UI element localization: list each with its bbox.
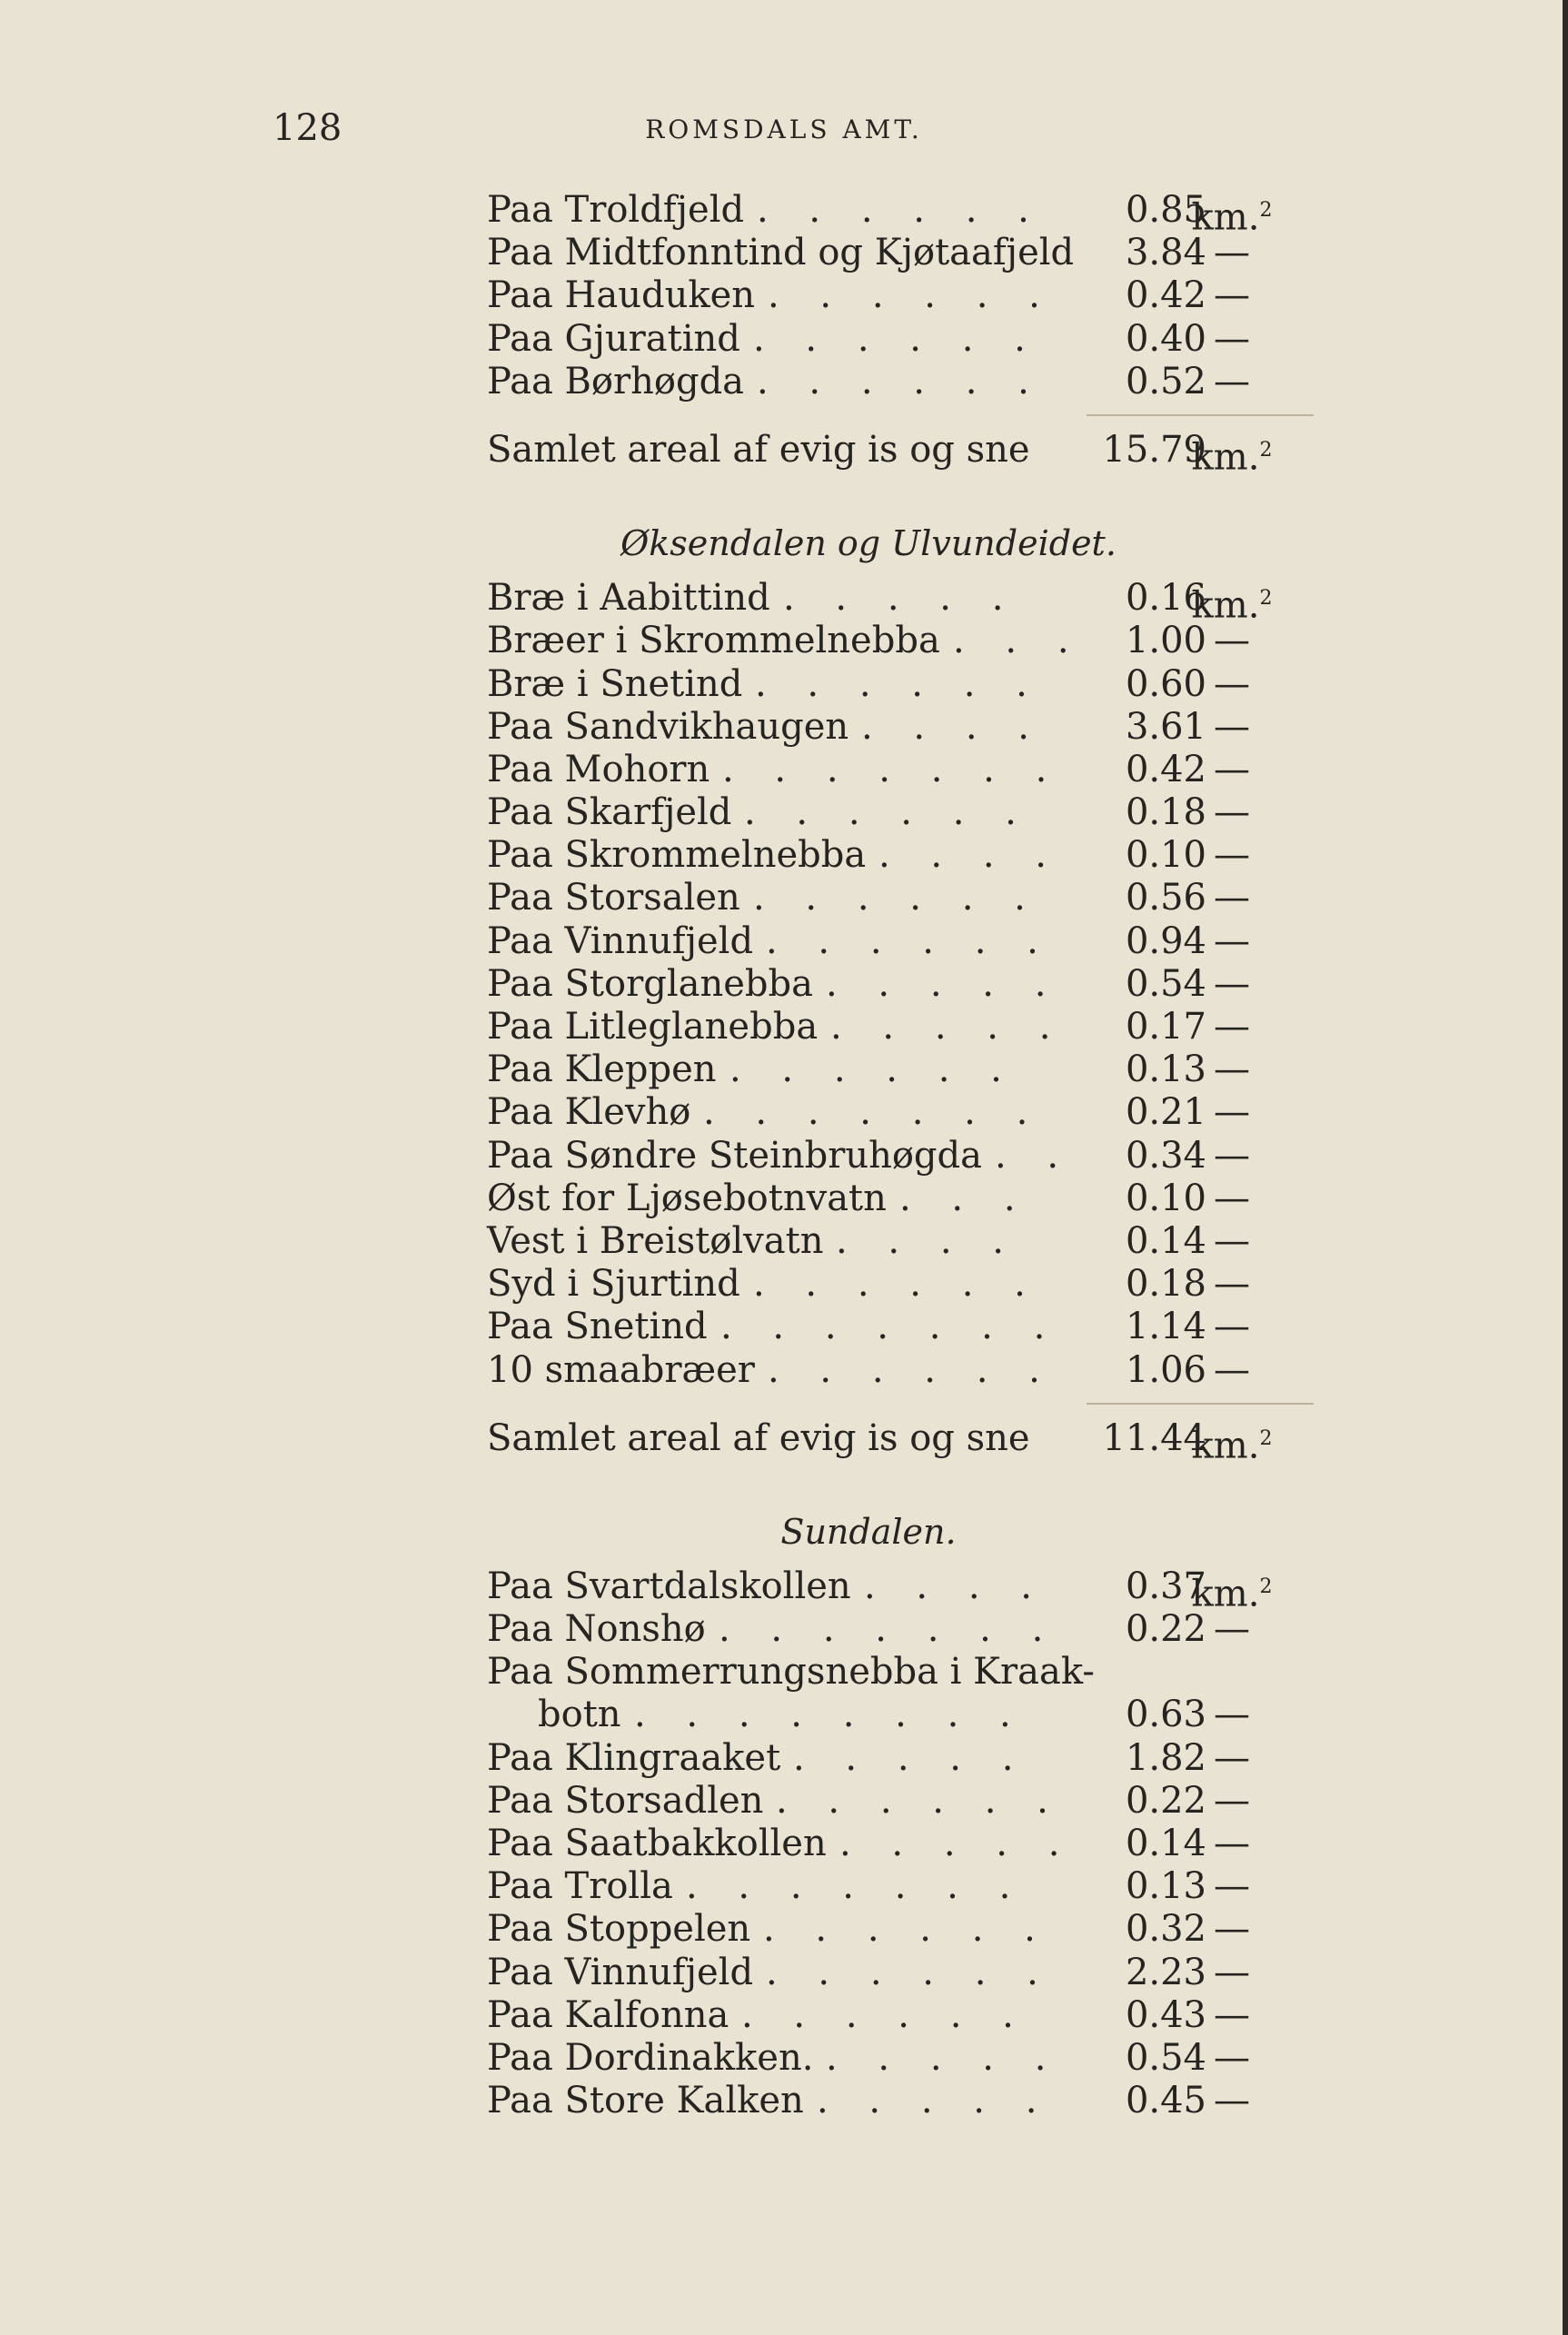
unit-superscript: 2 [1259, 199, 1273, 222]
entry-area-value: 15.79 [1102, 428, 1206, 471]
entry-name: Paa Storsadlen [487, 1779, 764, 1822]
entry-unit [1191, 963, 1273, 1006]
page-edge [1563, 0, 1568, 2335]
entry-area-value: 0.56 [1125, 877, 1206, 919]
leader-dots: . . . . [861, 705, 1045, 748]
unit-superscript: 2 [1259, 1575, 1273, 1598]
unit-text: — [1214, 1736, 1250, 1779]
entry-name: Bræ i Aabittind [487, 577, 770, 620]
entry-unit [1191, 1177, 1273, 1220]
sections.1.rows.12-row [487, 1091, 1305, 1134]
leader-dots: . . . . . [826, 962, 1061, 1005]
entry-area-value: 1.14 [1125, 1306, 1206, 1348]
entry-area-value: 0.37 [1125, 1565, 1206, 1607]
leader-dots: . . . . . . . [703, 1091, 1043, 1134]
entry-unit [1191, 1823, 1273, 1865]
unit-superscript: 2 [1259, 1426, 1273, 1450]
entry-unit [1191, 1694, 1273, 1736]
entry-name: Paa Søndre Steinbruhøgda [487, 1134, 982, 1177]
entry-name: Vest i Breistølvatn [487, 1219, 824, 1262]
entry-name: Paa Klingraaket [487, 1736, 781, 1779]
leader-dots: . . . . . . [729, 1048, 1017, 1091]
entry-area-value: 0.21 [1125, 1091, 1206, 1134]
section-gap [487, 472, 1305, 510]
sections.1.rows.14-row [487, 1177, 1305, 1220]
unit-text: — [1214, 1823, 1250, 1864]
entry-area-value: 0.18 [1125, 1263, 1206, 1306]
leader-dots: . . . . . . [744, 791, 1031, 834]
unit-text: — [1214, 620, 1250, 662]
unit-text: — [1214, 360, 1250, 402]
sections.1.rows.18-row [487, 1349, 1305, 1392]
unit-text: — [1214, 1006, 1250, 1048]
unit-text: — [1214, 1263, 1250, 1306]
entry-name: Paa Store Kalken [487, 2080, 804, 2122]
unit-text: km. [1191, 584, 1260, 627]
leader-dots: . . . . . . . [722, 748, 1062, 790]
entry-unit [1191, 1865, 1273, 1908]
entry-area-value: 3.84 [1125, 232, 1206, 274]
entry-name: Paa Klevhø [487, 1091, 691, 1134]
leader-dots: . . . . . [793, 1736, 1028, 1779]
sum-rule [1087, 414, 1314, 416]
sections.0.rows.2-row [487, 274, 1305, 317]
sections.1.rows.11-row [487, 1048, 1305, 1091]
entry-name: 10 smaabræer [487, 1348, 755, 1391]
entry-unit [1191, 2037, 1273, 2080]
sections.1.rows.3-row [487, 706, 1305, 749]
glacier-area-table [487, 189, 1305, 2122]
section-heading: Øksendalen og Ulvundeidet. [620, 523, 1116, 564]
sections.2.rows.9-row [487, 1952, 1305, 1994]
entry-unit [1191, 1306, 1273, 1348]
entry-area-value: 0.16 [1125, 577, 1206, 620]
sections.1.rows.6-row [487, 834, 1305, 877]
sections.1.rows.10-row [487, 1006, 1305, 1048]
leader-dots: . . . . . . [757, 189, 1044, 231]
sections.1.rows.8-row [487, 920, 1305, 963]
entry-name: Øst for Ljøsebotnvatn [487, 1177, 887, 1219]
entry-area-value: 0.43 [1125, 1993, 1206, 2036]
entry-name: Paa Vinnufjeld [487, 919, 754, 962]
page-header [0, 107, 1568, 153]
entry-unit [1191, 318, 1273, 361]
unit-text: — [1214, 317, 1250, 360]
entry-unit [1191, 274, 1273, 317]
unit-text: — [1214, 1608, 1250, 1651]
sections.2.rows.8-row [487, 1908, 1305, 1951]
entry-unit [1191, 1417, 1273, 1467]
entry-name: Paa Vinnufjeld [487, 1951, 754, 1993]
entry-name: Paa Svartdalskollen [487, 1565, 851, 1607]
unit-text: km. [1191, 1573, 1260, 1615]
entry-name: Paa Skrommelnebba [487, 834, 867, 877]
unit-text: km. [1191, 196, 1260, 239]
entry-name: Paa Sandvikhaugen [487, 705, 849, 748]
unit-text: — [1214, 1134, 1250, 1177]
entry-unit [1191, 1220, 1273, 1263]
leader-dots: . . . . . . [753, 317, 1040, 360]
entry-unit [1191, 1780, 1273, 1823]
unit-text: — [1214, 1951, 1250, 1993]
leader-dots: . . . . . . [766, 1951, 1053, 1993]
entry-unit [1191, 1091, 1273, 1134]
unit-text: — [1214, 877, 1250, 919]
total-spacer [487, 1392, 1305, 1417]
sections.1.rows.2-row [487, 663, 1305, 706]
entry-name: Paa Skarfjeld [487, 791, 732, 834]
entry-area-value: 0.85 [1125, 189, 1206, 231]
entry-name: Paa Kalfonna [487, 1993, 729, 2036]
entry-unit [1191, 361, 1273, 403]
entry-name: Paa Kleppen [487, 1048, 717, 1091]
sections.1.rows.0-row [487, 577, 1305, 627]
entry-name: Samlet areal af evig is og sne [487, 428, 1030, 471]
unit-text: — [1214, 2080, 1250, 2122]
entry-area-value: 0.22 [1125, 1779, 1206, 1822]
entry-area-value: 1.82 [1125, 1736, 1206, 1779]
entry-unit [1191, 1048, 1273, 1091]
entry-name: Bræ i Snetind [487, 662, 743, 705]
sections.1.rows.1-row [487, 620, 1305, 662]
entry-area-value: 0.54 [1125, 2036, 1206, 2079]
entry-unit [1191, 1908, 1273, 1951]
sections.2.rows.1-row [487, 1608, 1305, 1651]
sections.0.rows.1-row [487, 232, 1305, 274]
entry-area-value: 0.63 [1125, 1694, 1206, 1736]
sections.2.rows.11-row [487, 2037, 1305, 2080]
entry-unit [1191, 1263, 1273, 1306]
entry-name: Paa Litleglanebba [487, 1006, 819, 1048]
sum-rule [1087, 1403, 1314, 1405]
unit-text: — [1214, 232, 1250, 274]
leader-dots: . . . . [864, 1565, 1047, 1607]
entry-name: Paa Snetind [487, 1306, 708, 1348]
unit-text: — [1214, 834, 1250, 877]
entry-unit [1191, 429, 1273, 479]
entry-name: Paa Hauduken [487, 274, 756, 317]
entry-name: Paa Sommerrungsnebba i Kraak- [487, 1651, 1095, 1694]
sections.1.rows.5-row [487, 791, 1305, 834]
entry-name: Paa Dordinakken. [487, 2036, 814, 2079]
unit-text: — [1214, 1219, 1250, 1262]
sections.1.rows.16-row [487, 1263, 1305, 1306]
leader-dots: . . . . . [839, 1823, 1075, 1864]
entry-unit [1191, 834, 1273, 877]
entry-name: Paa Midtfonntind og Kjøtaafjeld [487, 232, 1075, 274]
entry-area-value: 3.61 [1125, 705, 1206, 748]
unit-text: — [1214, 2036, 1250, 2079]
leader-dots: . . . [953, 620, 1084, 662]
entry-area-value: 1.00 [1125, 620, 1206, 662]
unit-text: — [1214, 791, 1250, 834]
entry-area-value: 1.06 [1125, 1348, 1206, 1391]
sections.1.rows.15-row [487, 1220, 1305, 1263]
total-row [487, 428, 1305, 479]
sections.1.rows.4-row [487, 749, 1305, 791]
entry-area-value: 0.42 [1125, 748, 1206, 790]
total-row [487, 1416, 1305, 1467]
sections.1.rows.7-row [487, 877, 1305, 919]
unit-text: — [1214, 919, 1250, 962]
entry-unit [1191, 1737, 1273, 1780]
sections.1.rows.13-row [487, 1135, 1305, 1177]
entry-area-value: 0.14 [1125, 1219, 1206, 1262]
entry-name: Paa Trolla [487, 1865, 673, 1908]
section-gap [487, 1460, 1305, 1498]
unit-text: — [1214, 1993, 1250, 2036]
entry-unit [1191, 1952, 1273, 1994]
sections.0.rows.0-row [487, 189, 1305, 239]
unit-text: — [1214, 1779, 1250, 1822]
unit-text: — [1214, 748, 1250, 790]
entry-name: Paa Stoppelen [487, 1908, 751, 1951]
leader-dots: . . . . . [826, 2036, 1061, 2079]
leader-dots: . . . . [878, 834, 1062, 877]
leader-dots: . . . . . [830, 1006, 1066, 1048]
entry-name: Paa Storsalen [487, 877, 740, 919]
unit-text: — [1214, 274, 1250, 317]
entry-unit [1191, 791, 1273, 834]
entry-area-value: 0.10 [1125, 1177, 1206, 1219]
entry-area-value: 0.13 [1125, 1048, 1206, 1091]
unit-text: — [1214, 1091, 1250, 1134]
entry-unit [1191, 1994, 1273, 2037]
unit-text: km. [1191, 436, 1260, 479]
entry-area-value: 0.60 [1125, 662, 1206, 705]
unit-text: — [1214, 1177, 1250, 1219]
entry-name: botn [538, 1694, 621, 1736]
sections.2.rows.12-row [487, 2080, 1305, 2122]
unit-text: — [1214, 1908, 1250, 1951]
section [487, 510, 1305, 1498]
entry-area-value: 0.40 [1125, 317, 1206, 360]
unit-text: — [1214, 1348, 1250, 1391]
entry-area-value: 0.32 [1125, 1908, 1206, 1951]
leader-dots: . . . . . . [757, 360, 1044, 402]
sections.2.rows.7-row [487, 1865, 1305, 1908]
unit-text: — [1214, 705, 1250, 748]
leader-dots: . . . . . . [753, 877, 1040, 919]
entry-area-value: 0.42 [1125, 274, 1206, 317]
leader-dots: . . . . . . [763, 1908, 1050, 1951]
entry-unit [1191, 232, 1273, 274]
unit-text: — [1214, 1865, 1250, 1908]
leader-dots: . . . . . . [776, 1779, 1063, 1822]
entry-unit [1191, 706, 1273, 749]
entry-name: Paa Nonshø [487, 1608, 706, 1651]
leader-dots: . . . . . . [755, 662, 1042, 705]
entry-name: Samlet areal af evig is og sne [487, 1416, 1030, 1459]
entry-name: Paa Børhøgda [487, 360, 745, 402]
entry-name: Bræer i Skrommelnebba [487, 620, 940, 662]
unit-superscript: 2 [1259, 587, 1273, 611]
section-heading: Sundalen. [780, 1511, 957, 1552]
entry-unit [1191, 920, 1273, 963]
leader-dots: . . . . . . . [686, 1865, 1026, 1908]
entry-area-value: 11.44 [1102, 1416, 1206, 1459]
sections.0.rows.3-row [487, 318, 1305, 361]
unit-text: — [1214, 1306, 1250, 1348]
page-number: 128 [273, 107, 342, 149]
entry-area-value: 0.14 [1125, 1823, 1206, 1864]
entry-unit [1191, 1135, 1273, 1177]
sections.1.rows.9-row [487, 963, 1305, 1006]
sections.2.rows.3-row [487, 1694, 1305, 1736]
sections.2.rows.10-row [487, 1994, 1305, 2037]
entry-unit [1191, 620, 1273, 662]
entry-name: Syd i Sjurtind [487, 1263, 740, 1306]
entry-name: Paa Gjuratind [487, 317, 740, 360]
entry-name: Paa Troldfjeld [487, 189, 745, 231]
unit-text: — [1214, 1694, 1250, 1736]
entry-name: Paa Saatbakkollen [487, 1823, 827, 1864]
leader-dots: . . . . . . [741, 1993, 1028, 2036]
entry-unit [1191, 749, 1273, 791]
entry-unit [1191, 663, 1273, 706]
entry-area-value: 0.52 [1125, 360, 1206, 402]
entry-area-value: 0.34 [1125, 1134, 1206, 1177]
entry-unit [1191, 877, 1273, 919]
entry-area-value: 0.18 [1125, 791, 1206, 834]
entry-area-value: 2.23 [1125, 1951, 1206, 1993]
sections.2.rows.6-row [487, 1823, 1305, 1865]
sections.2.rows.5-row [487, 1780, 1305, 1823]
sections.2.rows.2-row [487, 1651, 1305, 1694]
leader-dots: . . . . . . [768, 1348, 1055, 1391]
unit-text: — [1214, 1048, 1250, 1091]
entry-area-value: 0.45 [1125, 2080, 1206, 2122]
entry-unit [1191, 1608, 1273, 1651]
leader-dots: . . [995, 1134, 1074, 1177]
unit-superscript: 2 [1259, 438, 1273, 462]
leader-dots: . . . . . . [753, 1263, 1040, 1306]
entry-unit [1191, 1006, 1273, 1048]
leader-dots: . . . . [836, 1219, 1019, 1262]
leader-dots: . . . . . . [766, 919, 1053, 962]
total-spacer [487, 403, 1305, 429]
sections.2.rows.4-row [487, 1737, 1305, 1780]
section [487, 189, 1305, 510]
entry-area-value: 0.22 [1125, 1608, 1206, 1651]
entry-area-value: 0.13 [1125, 1865, 1206, 1908]
unit-text: — [1214, 962, 1250, 1005]
section [487, 1498, 1305, 2122]
leader-dots: . . . [899, 1177, 1030, 1219]
leader-dots: . . . . . . [768, 274, 1055, 317]
sections.2.rows.0-row [487, 1565, 1305, 1615]
entry-area-value: 0.54 [1125, 962, 1206, 1005]
leader-dots: . . . . . . . [719, 1608, 1058, 1651]
entry-area-value: 0.94 [1125, 919, 1206, 962]
leader-dots: . . . . . . . . [634, 1694, 1026, 1736]
entry-area-value: 0.10 [1125, 834, 1206, 877]
leader-dots: . . . . . . . [720, 1306, 1060, 1348]
running-head: ROMSDALS AMT. [645, 114, 923, 144]
unit-text: km. [1191, 1425, 1260, 1467]
entry-unit [1191, 2080, 1273, 2122]
entry-name: Paa Mohorn [487, 748, 710, 790]
entry-name: Paa Storglanebba [487, 962, 813, 1005]
entry-area-value: 0.17 [1125, 1006, 1206, 1048]
sections.1.rows.17-row [487, 1306, 1305, 1348]
sections.0.rows.4-row [487, 361, 1305, 403]
unit-text: — [1214, 662, 1250, 705]
entry-unit [1191, 1349, 1273, 1392]
leader-dots: . . . . . [783, 577, 1018, 620]
leader-dots: . . . . . [817, 2080, 1052, 2122]
